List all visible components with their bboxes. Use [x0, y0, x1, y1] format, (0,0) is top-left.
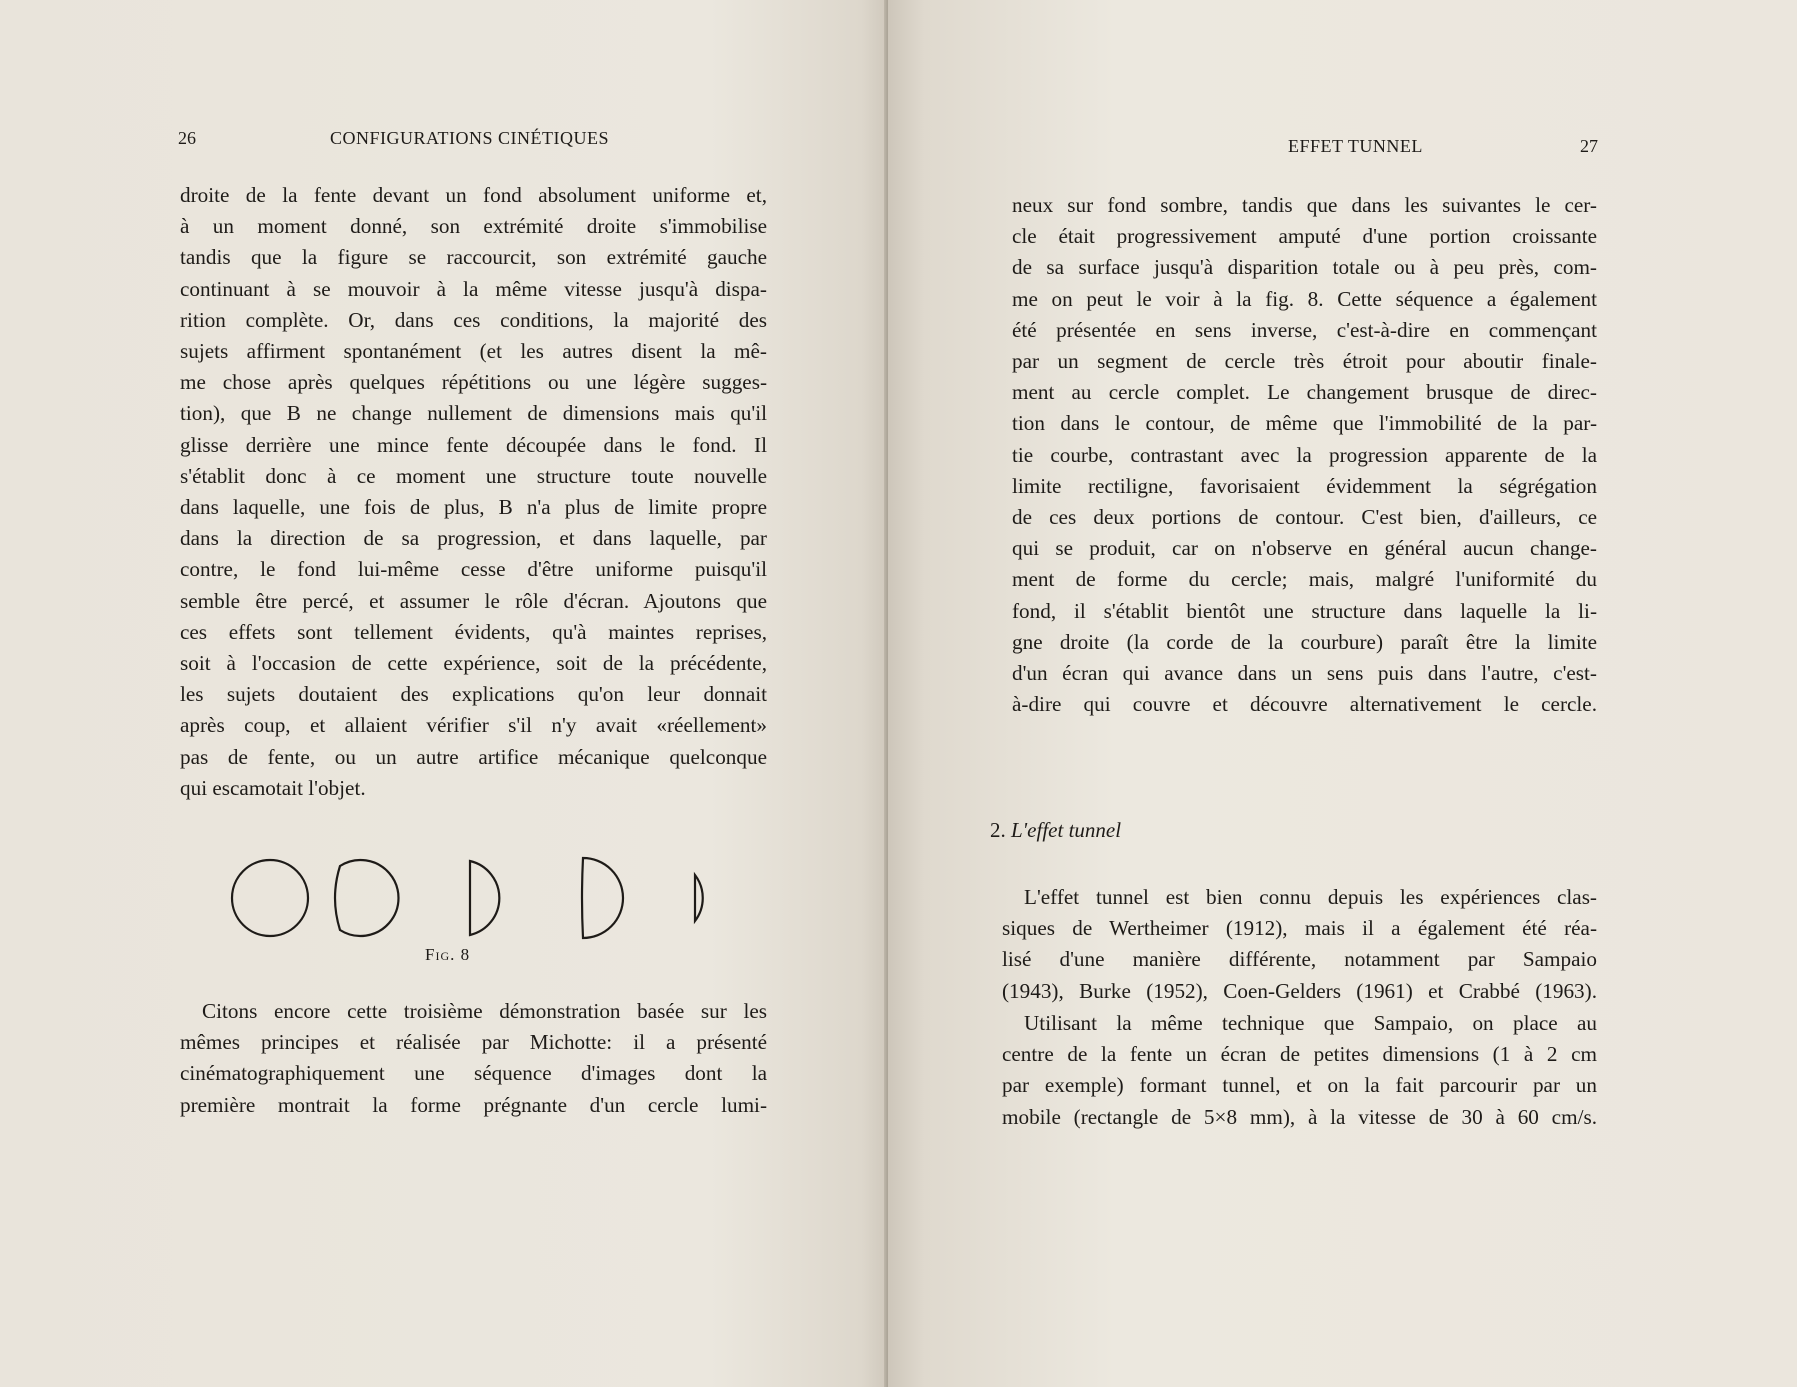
figure-8-diagram [225, 850, 725, 960]
section-number: 2. [990, 818, 1006, 842]
text-line: neux sur fond sombre, tandis que dans les suivantes le cer- [1012, 193, 1597, 217]
text-line: dans laquelle, une fois de plus, B n'a plus de limite propre [180, 495, 767, 520]
text-line: par exemple) formant tunnel, et on la fait parcourir par un [1002, 1073, 1597, 1098]
text-line: mêmes principes et réalisée par Michotte: il a présenté [180, 1030, 767, 1055]
left-running-head: CONFIGURATIONS CINÉTIQUES [330, 128, 610, 148]
truncated-circle-1 [335, 860, 398, 936]
text-line: me chose après quelques répétitions ou une légère sugges- [180, 370, 767, 395]
left-paragraph-1 [180, 180, 767, 804]
text-line: Citons encore cette troisième démonstration basée sur les [202, 999, 767, 1023]
text-line: soit à l'occasion de cette expérience, soit de la précédente, [180, 651, 767, 676]
text-line: qui escamotait l'objet. [180, 775, 366, 800]
text-line: droite de la fente devant un fond absolument uniforme et, [180, 183, 767, 207]
right-folio: 27 [1580, 136, 1598, 156]
text-line: cle était progressivement amputé d'une portion croissante [1012, 224, 1597, 249]
text-line: tie courbe, contrastant avec la progression apparente de la [1012, 442, 1597, 467]
left-page [0, 0, 888, 1387]
section-title: L'effet tunnel [1011, 818, 1122, 842]
text-line: pas de fente, ou un autre artifice mécanique quelconque [180, 744, 767, 769]
text-line: après coup, et allaient vérifier s'il n'y avait «réellement» [180, 713, 767, 738]
text-line: d'un écran qui avance dans un sens puis dans l'autre, c'est- [1012, 661, 1597, 686]
right-paragraph-2 [1002, 882, 1597, 1007]
text-line: limite rectiligne, favorisaient évidemment la ségrégation [1012, 473, 1597, 498]
text-line: contre, le fond lui-même cesse d'être uniforme puisqu'il [180, 557, 767, 582]
text-line: ces effets sont tellement évidents, qu'à maintes reprises, [180, 619, 767, 644]
text-line: Utilisant la même technique que Sampaio, on place au [1024, 1011, 1597, 1035]
figure-caption: Fig. 8 [425, 945, 471, 964]
right-running-head: EFFET TUNNEL [1288, 136, 1423, 156]
text-line: semble être percé, et assumer le rôle d'écran. Ajoutons que [180, 588, 767, 613]
text-line: L'effet tunnel est bien connu depuis les expériences clas- [1024, 885, 1597, 909]
text-line: gne droite (la corde de la courbure) paraît être la limite [1012, 629, 1597, 654]
text-line: qui se produit, car on n'observe en général aucun change- [1012, 536, 1597, 561]
text-line: à-dire qui couvre et découvre alternativement le cercle. [1012, 692, 1597, 717]
text-line: ment au cercle complet. Le changement brusque de direc- [1012, 380, 1597, 405]
text-line: à un moment donné, son extrémité droite s'immobilise [180, 214, 767, 239]
truncated-circle-4 [695, 875, 703, 921]
text-line: été présentée en sens inverse, c'est-à-dire en commençant [1012, 317, 1597, 342]
text-line: tion dans le contour, de même que l'immobilité de la par- [1012, 411, 1597, 436]
text-line: me on peut le voir à la fig. 8. Cette séquence a également [1012, 286, 1597, 311]
truncated-circle-2 [470, 861, 499, 935]
text-line: dans la direction de sa progression, et dans laquelle, par [180, 526, 767, 551]
text-line: rition complète. Or, dans ces conditions, la majorité des [180, 307, 767, 332]
truncated-circle-3 [582, 858, 623, 938]
text-line: tandis que la figure se raccourcit, son extrémité gauche [180, 245, 767, 270]
text-line: tion), que B ne change nullement de dimensions mais qu'il [180, 401, 767, 426]
right-paragraph-3 [1002, 1008, 1597, 1133]
text-line: centre de la fente un écran de petites dimensions (1 à 2 cm [1002, 1042, 1597, 1067]
text-line: les sujets doutaient des explications qu'on leur donnait [180, 682, 767, 707]
text-line: de sa surface jusqu'à disparition totale ou à peu près, com- [1012, 255, 1597, 280]
full-circle [232, 860, 308, 936]
text-line: première montrait la forme prégnante d'un cercle lumi- [180, 1092, 767, 1117]
text-line: de ces deux portions de contour. C'est bien, d'ailleurs, ce [1012, 505, 1597, 530]
text-line: siques de Wertheimer (1912), mais il a également été réa- [1002, 916, 1597, 941]
text-line: (1943), Burke (1952), Coen-Gelders (1961) et Crabbé (1963). [1002, 978, 1597, 1003]
text-line: fond, il s'établit bientôt une structure dans laquelle la li- [1012, 598, 1597, 623]
text-line: continuant à se mouvoir à la même vitesse jusqu'à dispa- [180, 276, 767, 301]
text-line: par un segment de cercle très étroit pour aboutir finale- [1012, 349, 1597, 374]
text-line: sujets affirment spontanément (et les autres disent la mê- [180, 339, 767, 364]
text-line: mobile (rectangle de 5×8 mm), à la vitesse de 30 à 60 cm/s. [1002, 1104, 1597, 1129]
left-folio: 26 [178, 128, 196, 148]
left-paragraph-2 [180, 996, 767, 1121]
text-line: ment de forme du cercle; mais, malgré l'uniformité du [1012, 567, 1597, 592]
right-paragraph-1 [1012, 190, 1597, 720]
text-line: s'établit donc à ce moment une structure toute nouvelle [180, 463, 767, 488]
text-line: glisse derrière une mince fente découpée dans le fond. Il [180, 432, 767, 457]
text-line: lisé d'une manière différente, notamment par Sampaio [1002, 947, 1597, 972]
text-line: cinématographiquement une séquence d'images dont la [180, 1061, 767, 1086]
section-heading [990, 818, 1121, 843]
